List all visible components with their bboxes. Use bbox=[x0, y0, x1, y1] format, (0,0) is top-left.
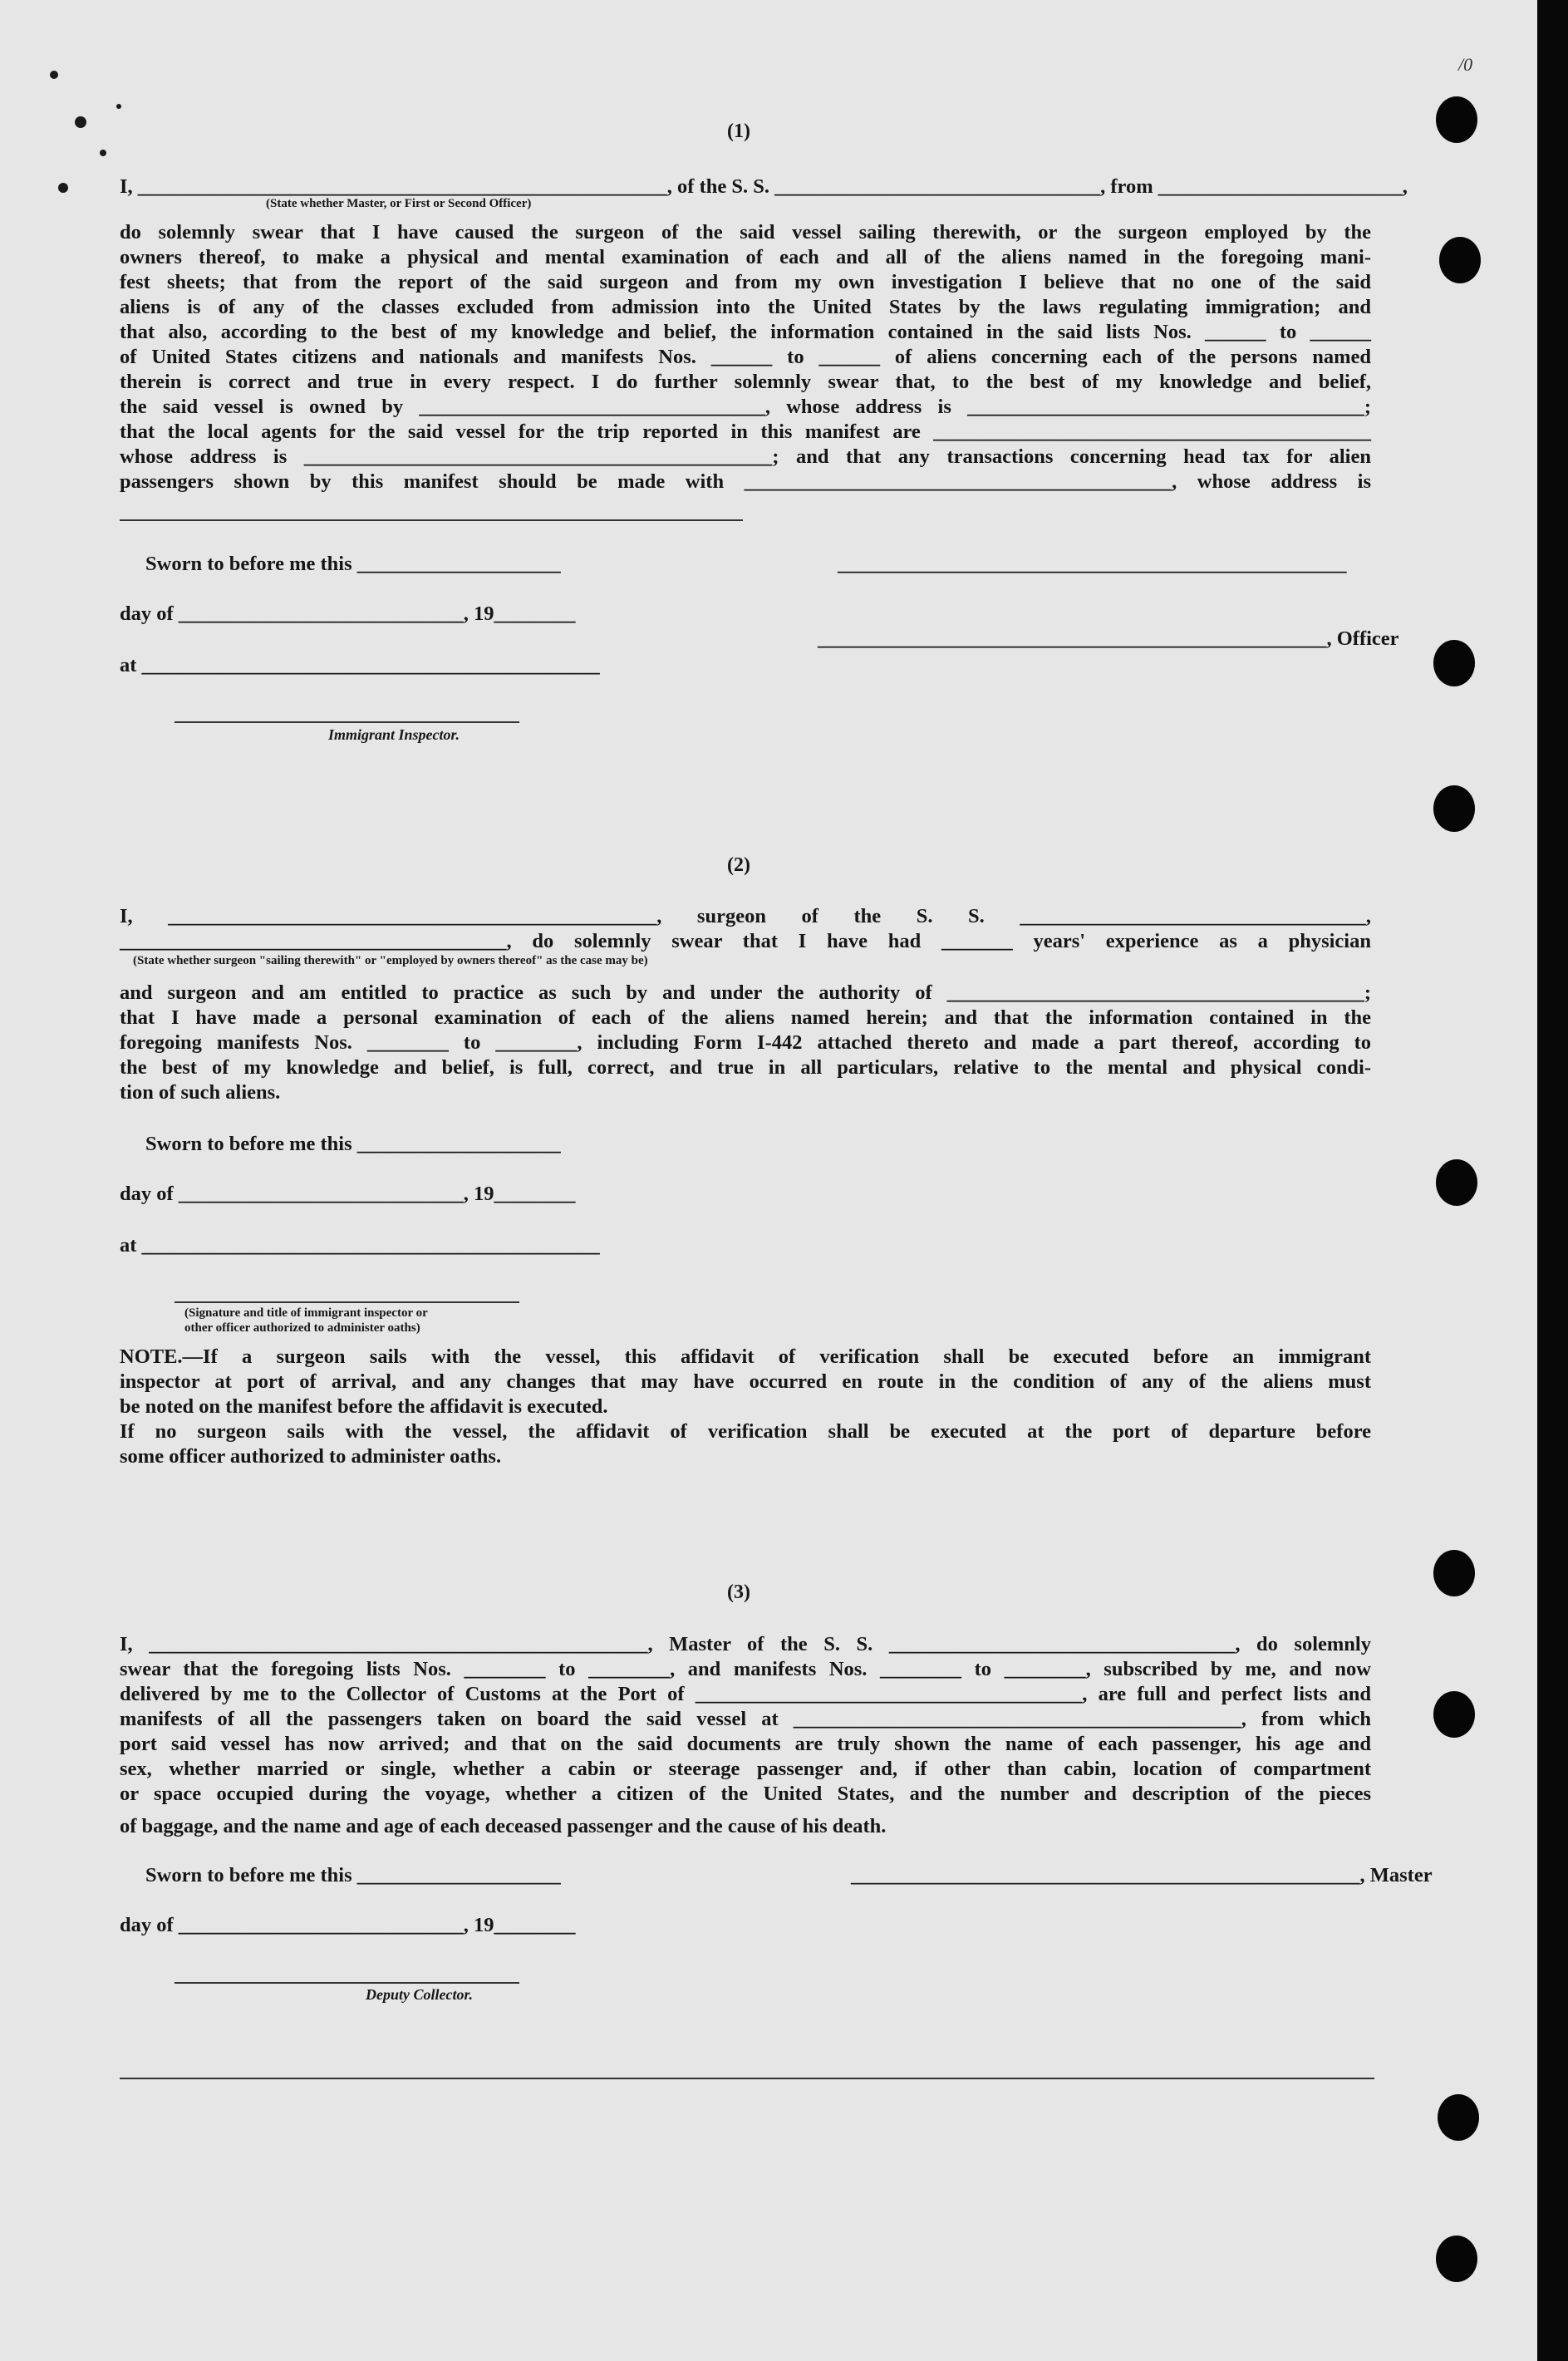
section-3-line: I, _________________________________________________, Master of the S. S. __________________________________, do solemnly bbox=[120, 1633, 1371, 1655]
note-line: be noted on the manifest before the affidavit is executed. bbox=[120, 1395, 608, 1418]
section-3-line: swear that the foregoing lists Nos. ________ to ________, and manifests Nos. ________ to ________, subscribed by me, and now bbox=[120, 1658, 1371, 1680]
day-line: day of ____________________________, 19________ bbox=[120, 1914, 576, 1936]
scan-border bbox=[1537, 0, 1568, 2361]
section-1-line: that also, according to the best of my knowledge and belief, the information contained in the said lists Nos. ______ to ______ bbox=[120, 321, 1371, 343]
note-line: some officer authorized to administer oaths. bbox=[120, 1445, 502, 1468]
section-3-number: (3) bbox=[727, 1581, 750, 1603]
signature-rule bbox=[174, 1301, 519, 1303]
signature-rule bbox=[174, 1982, 519, 1984]
section-2-caption: (State whether surgeon "sailing therewith" or "employed by owners thereof" as the case may be) bbox=[133, 954, 648, 967]
binder-hole bbox=[1433, 640, 1475, 686]
section-1-line: owners thereof, to make a physical and mental examination of each and all of the aliens named in the foregoing mani- bbox=[120, 246, 1371, 268]
blank-line bbox=[120, 519, 743, 521]
section-1-line: therein is correct and true in every respect. I do further solemnly swear that, to the best of my knowledge and belief, bbox=[120, 371, 1371, 393]
section-3-line: port said vessel has now arrived; and that on the said documents are truly shown the name of each passenger, his age and bbox=[120, 1733, 1371, 1755]
section-1-line: whose address is ______________________________________________; and that any transactions concerning head tax for alien bbox=[120, 445, 1371, 468]
deputy-collector-caption: Deputy Collector. bbox=[366, 1986, 473, 2003]
section-1-caption: (State whether Master, or First or Second Officer) bbox=[266, 197, 532, 210]
ink-speck bbox=[100, 150, 106, 156]
section-3-line: manifests of all the passengers taken on board the said vessel at ____________________________________________, from which bbox=[120, 1708, 1371, 1730]
section-2-line: I, ________________________________________________, surgeon of the S. S. __________________________________, bbox=[120, 905, 1371, 927]
section-2-line: foregoing manifests Nos. ________ to ________, including Form I-442 attached thereto and made a part thereof, according to bbox=[120, 1031, 1371, 1054]
section-1-line: of United States citizens and nationals and manifests Nos. ______ to ______ of aliens concerning each of the persons named bbox=[120, 346, 1371, 368]
binder-hole bbox=[1438, 2094, 1479, 2141]
day-line: day of ____________________________, 19________ bbox=[120, 603, 576, 625]
section-3-line: delivered by me to the Collector of Customs at the Port of ______________________________________, are full and perfect lists and bbox=[120, 1683, 1371, 1705]
ink-speck bbox=[116, 104, 121, 109]
binder-hole bbox=[1436, 1159, 1477, 1206]
immigrant-inspector-caption: Immigrant Inspector. bbox=[328, 726, 460, 743]
signature-caption: (Signature and title of immigrant inspector or bbox=[184, 1306, 428, 1320]
section-1-line: I, ____________________________________________________, of the S. S. ________________________________, from ________________________, bbox=[120, 175, 1408, 198]
binder-hole bbox=[1433, 1550, 1475, 1596]
page-number: /0 bbox=[1458, 54, 1473, 75]
signature-caption: other officer authorized to administer oaths) bbox=[184, 1321, 420, 1335]
section-3-line: or space occupied during the voyage, whether a citizen of the United States, and the number and description of the pieces bbox=[120, 1783, 1371, 1805]
ink-speck bbox=[50, 71, 58, 79]
section-2-line: that I have made a personal examination of each of the aliens named herein; and that the information contained in the bbox=[120, 1006, 1371, 1029]
signature-blank: __________________________________________________ bbox=[838, 553, 1347, 575]
master-line: __________________________________________________, Master bbox=[851, 1864, 1433, 1886]
section-3-line: sex, whether married or single, whether a cabin or steerage passenger and, if other than cabin, location of compartment bbox=[120, 1758, 1371, 1780]
binder-hole bbox=[1439, 237, 1481, 283]
section-1-number: (1) bbox=[727, 121, 750, 142]
binder-hole bbox=[1433, 1691, 1475, 1738]
at-line: at _____________________________________________ bbox=[120, 1234, 600, 1257]
binder-hole bbox=[1436, 2236, 1477, 2282]
section-1-line: the said vessel is owned by __________________________________, whose address is _______________________________________; bbox=[120, 396, 1371, 418]
section-2-line: ______________________________________, do solemnly swear that I have had _______ years' experience as a physician bbox=[120, 930, 1371, 952]
section-2-line: the best of my knowledge and belief, is full, correct, and true in all particulars, relative to the mental and physical condi- bbox=[120, 1056, 1371, 1079]
section-2-line: tion of such aliens. bbox=[120, 1081, 281, 1104]
note-line: If no surgeon sails with the vessel, the affidavit of verification shall be executed at the port of departure before bbox=[120, 1420, 1371, 1443]
section-2-number: (2) bbox=[727, 854, 750, 876]
section-1-line bbox=[120, 476, 1371, 504]
binder-hole bbox=[1433, 785, 1475, 832]
section-1-line: passengers shown by this manifest should be made with __________________________________________, whose address is bbox=[120, 470, 1371, 493]
sworn-line: Sworn to before me this ____________________ bbox=[145, 1864, 561, 1886]
sworn-line: Sworn to before me this ____________________ bbox=[145, 553, 561, 575]
at-line: at _____________________________________________ bbox=[120, 654, 600, 676]
section-1-line: aliens is of any of the classes excluded from admission into the United States by the laws regulating immigration; and bbox=[120, 296, 1371, 318]
ink-speck bbox=[58, 183, 68, 193]
section-1-line: fest sheets; that from the report of the said surgeon and from my own investigation I believe that no one of the said bbox=[120, 271, 1371, 293]
note-line: NOTE.—If a surgeon sails with the vessel, this affidavit of verification shall be executed before an immigrant bbox=[120, 1345, 1371, 1368]
officer-line: __________________________________________________, Officer bbox=[818, 627, 1399, 650]
binder-hole bbox=[1436, 96, 1477, 143]
day-line: day of ____________________________, 19________ bbox=[120, 1183, 576, 1205]
section-2-line: and surgeon and am entitled to practice as such by and under the authority of _________________________________________; bbox=[120, 981, 1371, 1004]
sworn-line: Sworn to before me this ____________________ bbox=[145, 1133, 561, 1155]
note-line: inspector at port of arrival, and any changes that may have occurred en route in the condition of any of the aliens must bbox=[120, 1370, 1371, 1393]
signature-rule bbox=[174, 721, 519, 723]
section-1-line: that the local agents for the said vessel for the trip reported in this manifest are ___________________________________________ bbox=[120, 421, 1371, 443]
section-1-line: do solemnly swear that I have caused the surgeon of the said vessel sailing therewith, or the surgeon employed by the bbox=[120, 221, 1371, 243]
ink-speck bbox=[75, 116, 86, 128]
footer-rule bbox=[120, 2078, 1374, 2079]
section-3-line: of baggage, and the name and age of each deceased passenger and the cause of his death. bbox=[120, 1815, 887, 1837]
